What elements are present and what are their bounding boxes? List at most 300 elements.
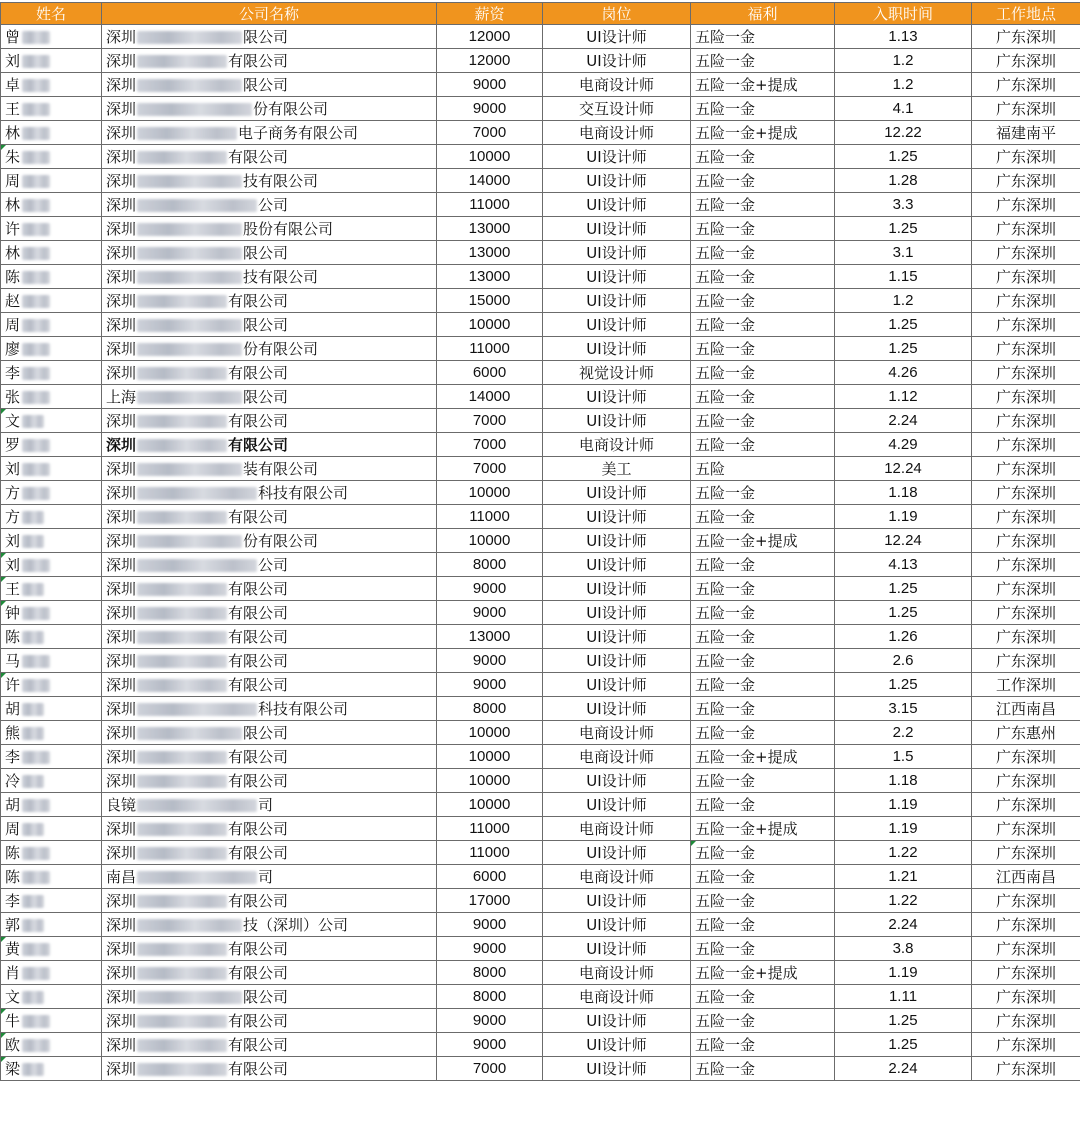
- cell-start-date[interactable]: 1.2: [835, 73, 972, 97]
- cell-salary[interactable]: 9000: [437, 73, 543, 97]
- cell-start-date[interactable]: 1.12: [835, 385, 972, 409]
- cell-location[interactable]: 广东深圳: [972, 817, 1080, 841]
- cell-start-date[interactable]: 1.22: [835, 841, 972, 865]
- cell-benefit[interactable]: 五险一金: [691, 601, 835, 625]
- cell-position[interactable]: UI设计师: [543, 241, 691, 265]
- cell-benefit[interactable]: 五险一金: [691, 793, 835, 817]
- cell-name[interactable]: [1, 505, 102, 529]
- cell-name[interactable]: [1, 721, 102, 745]
- cell-name[interactable]: [1, 241, 102, 265]
- cell-benefit[interactable]: 五险一金: [691, 913, 835, 937]
- cell-company[interactable]: [102, 313, 437, 337]
- cell-start-date[interactable]: 1.26: [835, 625, 972, 649]
- cell-benefit[interactable]: 五险一金: [691, 985, 835, 1009]
- cell-name[interactable]: [1, 745, 102, 769]
- cell-company[interactable]: [102, 769, 437, 793]
- cell-salary[interactable]: 11000: [437, 193, 543, 217]
- cell-company[interactable]: [102, 817, 437, 841]
- cell-benefit[interactable]: 五险一金: [691, 769, 835, 793]
- cell-start-date[interactable]: 1.2: [835, 289, 972, 313]
- cell-benefit[interactable]: 五险一金+提成: [691, 73, 835, 97]
- cell-salary[interactable]: 9000: [437, 577, 543, 601]
- cell-company[interactable]: [102, 145, 437, 169]
- cell-salary[interactable]: 10000: [437, 481, 543, 505]
- cell-company[interactable]: [102, 169, 437, 193]
- cell-benefit[interactable]: 五险一金: [691, 385, 835, 409]
- cell-benefit[interactable]: 五险一金: [691, 1033, 835, 1057]
- cell-position[interactable]: UI设计师: [543, 937, 691, 961]
- cell-start-date[interactable]: 1.19: [835, 505, 972, 529]
- cell-position[interactable]: UI设计师: [543, 145, 691, 169]
- cell-name[interactable]: [1, 49, 102, 73]
- cell-name[interactable]: [1, 361, 102, 385]
- cell-salary[interactable]: 9000: [437, 1009, 543, 1033]
- cell-position[interactable]: UI设计师: [543, 505, 691, 529]
- cell-salary[interactable]: 7000: [437, 433, 543, 457]
- cell-position[interactable]: UI设计师: [543, 49, 691, 73]
- cell-benefit[interactable]: 五险一金: [691, 193, 835, 217]
- cell-location[interactable]: 广东深圳: [972, 145, 1080, 169]
- cell-position[interactable]: 电商设计师: [543, 73, 691, 97]
- cell-company[interactable]: [102, 1009, 437, 1033]
- cell-name[interactable]: [1, 73, 102, 97]
- cell-salary[interactable]: 10000: [437, 769, 543, 793]
- cell-start-date[interactable]: 3.8: [835, 937, 972, 961]
- cell-salary[interactable]: 8000: [437, 985, 543, 1009]
- cell-company[interactable]: [102, 361, 437, 385]
- cell-location[interactable]: 福建南平: [972, 121, 1080, 145]
- cell-position[interactable]: UI设计师: [543, 625, 691, 649]
- cell-position[interactable]: UI设计师: [543, 337, 691, 361]
- cell-benefit[interactable]: 五险一金: [691, 25, 835, 49]
- cell-start-date[interactable]: 2.24: [835, 1057, 972, 1081]
- cell-salary[interactable]: 11000: [437, 337, 543, 361]
- cell-position[interactable]: 交互设计师: [543, 97, 691, 121]
- cell-benefit[interactable]: 五险一金: [691, 865, 835, 889]
- cell-benefit[interactable]: 五险一金: [691, 169, 835, 193]
- cell-location[interactable]: 广东深圳: [972, 313, 1080, 337]
- cell-location[interactable]: 广东深圳: [972, 577, 1080, 601]
- cell-name[interactable]: [1, 289, 102, 313]
- cell-company[interactable]: [102, 505, 437, 529]
- cell-location[interactable]: 广东深圳: [972, 745, 1080, 769]
- cell-start-date[interactable]: 12.22: [835, 121, 972, 145]
- cell-position[interactable]: 电商设计师: [543, 433, 691, 457]
- cell-benefit[interactable]: 五险一金: [691, 625, 835, 649]
- cell-location[interactable]: 广东深圳: [972, 985, 1080, 1009]
- cell-salary[interactable]: 10000: [437, 529, 543, 553]
- cell-position[interactable]: UI设计师: [543, 193, 691, 217]
- header-company[interactable]: 公司名称: [102, 3, 437, 25]
- cell-benefit[interactable]: 五险一金: [691, 145, 835, 169]
- cell-name[interactable]: [1, 865, 102, 889]
- cell-position[interactable]: UI设计师: [543, 769, 691, 793]
- cell-position[interactable]: 美工: [543, 457, 691, 481]
- cell-salary[interactable]: 7000: [437, 1057, 543, 1081]
- cell-position[interactable]: 电商设计师: [543, 121, 691, 145]
- cell-name[interactable]: [1, 913, 102, 937]
- cell-salary[interactable]: 10000: [437, 793, 543, 817]
- cell-location[interactable]: 广东深圳: [972, 841, 1080, 865]
- cell-start-date[interactable]: 3.3: [835, 193, 972, 217]
- cell-position[interactable]: UI设计师: [543, 25, 691, 49]
- cell-location[interactable]: 广东深圳: [972, 457, 1080, 481]
- cell-salary[interactable]: 7000: [437, 409, 543, 433]
- cell-benefit[interactable]: 五险一金+提成: [691, 529, 835, 553]
- cell-company[interactable]: [102, 409, 437, 433]
- cell-salary[interactable]: 8000: [437, 961, 543, 985]
- cell-salary[interactable]: 14000: [437, 169, 543, 193]
- header-salary[interactable]: 薪资: [437, 3, 543, 25]
- cell-name[interactable]: [1, 457, 102, 481]
- cell-start-date[interactable]: 12.24: [835, 457, 972, 481]
- cell-position[interactable]: UI设计师: [543, 577, 691, 601]
- cell-location[interactable]: 广东深圳: [972, 169, 1080, 193]
- cell-position[interactable]: UI设计师: [543, 673, 691, 697]
- cell-location[interactable]: 广东深圳: [972, 217, 1080, 241]
- cell-start-date[interactable]: 1.25: [835, 337, 972, 361]
- cell-location[interactable]: 广东深圳: [972, 793, 1080, 817]
- cell-name[interactable]: [1, 433, 102, 457]
- cell-start-date[interactable]: 1.25: [835, 673, 972, 697]
- cell-salary[interactable]: 12000: [437, 49, 543, 73]
- cell-salary[interactable]: 10000: [437, 145, 543, 169]
- cell-name[interactable]: [1, 889, 102, 913]
- cell-name[interactable]: [1, 577, 102, 601]
- cell-benefit[interactable]: 五险一金+提成: [691, 817, 835, 841]
- cell-location[interactable]: 广东深圳: [972, 1057, 1080, 1081]
- cell-position[interactable]: 电商设计师: [543, 865, 691, 889]
- cell-benefit[interactable]: 五险一金+提成: [691, 121, 835, 145]
- cell-location[interactable]: 广东深圳: [972, 337, 1080, 361]
- cell-position[interactable]: UI设计师: [543, 385, 691, 409]
- cell-company[interactable]: [102, 553, 437, 577]
- cell-name[interactable]: [1, 769, 102, 793]
- cell-company[interactable]: [102, 889, 437, 913]
- cell-benefit[interactable]: 五险一金: [691, 361, 835, 385]
- cell-benefit[interactable]: 五险一金: [691, 313, 835, 337]
- cell-name[interactable]: [1, 937, 102, 961]
- cell-name[interactable]: [1, 817, 102, 841]
- cell-start-date[interactable]: 1.25: [835, 313, 972, 337]
- cell-benefit[interactable]: 五险一金: [691, 481, 835, 505]
- cell-location[interactable]: 广东深圳: [972, 73, 1080, 97]
- cell-start-date[interactable]: 1.18: [835, 481, 972, 505]
- cell-benefit[interactable]: 五险一金: [691, 217, 835, 241]
- cell-company[interactable]: [102, 745, 437, 769]
- cell-salary[interactable]: 8000: [437, 697, 543, 721]
- cell-name[interactable]: [1, 625, 102, 649]
- cell-company[interactable]: [102, 985, 437, 1009]
- cell-company[interactable]: [102, 937, 437, 961]
- cell-start-date[interactable]: 1.25: [835, 577, 972, 601]
- cell-salary[interactable]: 9000: [437, 649, 543, 673]
- cell-benefit[interactable]: 五险一金: [691, 97, 835, 121]
- cell-position[interactable]: 视觉设计师: [543, 361, 691, 385]
- cell-start-date[interactable]: 4.26: [835, 361, 972, 385]
- cell-salary[interactable]: 9000: [437, 97, 543, 121]
- cell-location[interactable]: 广东深圳: [972, 409, 1080, 433]
- cell-benefit[interactable]: 五险一金: [691, 937, 835, 961]
- cell-salary[interactable]: 9000: [437, 1033, 543, 1057]
- cell-salary[interactable]: 9000: [437, 913, 543, 937]
- cell-start-date[interactable]: 2.24: [835, 409, 972, 433]
- cell-company[interactable]: [102, 241, 437, 265]
- cell-position[interactable]: UI设计师: [543, 889, 691, 913]
- cell-salary[interactable]: 13000: [437, 625, 543, 649]
- cell-salary[interactable]: 17000: [437, 889, 543, 913]
- cell-benefit[interactable]: 五险一金: [691, 433, 835, 457]
- cell-position[interactable]: UI设计师: [543, 1057, 691, 1081]
- cell-location[interactable]: 广东深圳: [972, 505, 1080, 529]
- cell-location[interactable]: 广东深圳: [972, 625, 1080, 649]
- cell-company[interactable]: [102, 625, 437, 649]
- cell-salary[interactable]: 10000: [437, 721, 543, 745]
- cell-start-date[interactable]: 1.22: [835, 889, 972, 913]
- cell-location[interactable]: 广东深圳: [972, 193, 1080, 217]
- cell-location[interactable]: 广东深圳: [972, 25, 1080, 49]
- cell-location[interactable]: 广东深圳: [972, 913, 1080, 937]
- cell-name[interactable]: [1, 1057, 102, 1081]
- cell-company[interactable]: [102, 721, 437, 745]
- cell-start-date[interactable]: 12.24: [835, 529, 972, 553]
- cell-benefit[interactable]: 五险: [691, 457, 835, 481]
- cell-name[interactable]: [1, 121, 102, 145]
- cell-location[interactable]: 广东深圳: [972, 97, 1080, 121]
- cell-benefit[interactable]: 五险一金: [691, 721, 835, 745]
- cell-start-date[interactable]: 3.1: [835, 241, 972, 265]
- cell-position[interactable]: UI设计师: [543, 697, 691, 721]
- cell-position[interactable]: UI设计师: [543, 481, 691, 505]
- cell-start-date[interactable]: 4.13: [835, 553, 972, 577]
- cell-name[interactable]: [1, 1009, 102, 1033]
- cell-company[interactable]: [102, 25, 437, 49]
- cell-location[interactable]: 广东深圳: [972, 481, 1080, 505]
- header-benefit[interactable]: 福利: [691, 3, 835, 25]
- cell-location[interactable]: 广东惠州: [972, 721, 1080, 745]
- cell-name[interactable]: [1, 385, 102, 409]
- cell-start-date[interactable]: 2.24: [835, 913, 972, 937]
- cell-benefit[interactable]: 五险一金+提成: [691, 961, 835, 985]
- cell-company[interactable]: [102, 1033, 437, 1057]
- cell-company[interactable]: [102, 49, 437, 73]
- cell-position[interactable]: UI设计师: [543, 1033, 691, 1057]
- header-start-date[interactable]: 入职时间: [835, 3, 972, 25]
- cell-position[interactable]: UI设计师: [543, 553, 691, 577]
- cell-salary[interactable]: 9000: [437, 673, 543, 697]
- cell-location[interactable]: 江西南昌: [972, 697, 1080, 721]
- cell-name[interactable]: [1, 409, 102, 433]
- cell-location[interactable]: 广东深圳: [972, 889, 1080, 913]
- cell-benefit[interactable]: 五险一金: [691, 889, 835, 913]
- cell-name[interactable]: [1, 697, 102, 721]
- cell-benefit[interactable]: 五险一金: [691, 577, 835, 601]
- cell-company[interactable]: [102, 793, 437, 817]
- cell-company[interactable]: [102, 433, 437, 457]
- cell-name[interactable]: [1, 265, 102, 289]
- cell-start-date[interactable]: 1.13: [835, 25, 972, 49]
- cell-salary[interactable]: 8000: [437, 553, 543, 577]
- cell-position[interactable]: UI设计师: [543, 913, 691, 937]
- cell-salary[interactable]: 11000: [437, 817, 543, 841]
- cell-name[interactable]: [1, 25, 102, 49]
- cell-company[interactable]: [102, 457, 437, 481]
- cell-name[interactable]: [1, 793, 102, 817]
- cell-name[interactable]: [1, 985, 102, 1009]
- cell-company[interactable]: [102, 265, 437, 289]
- cell-salary[interactable]: 10000: [437, 745, 543, 769]
- cell-salary[interactable]: 14000: [437, 385, 543, 409]
- cell-company[interactable]: [102, 841, 437, 865]
- cell-position[interactable]: UI设计师: [543, 649, 691, 673]
- cell-company[interactable]: [102, 73, 437, 97]
- cell-name[interactable]: [1, 649, 102, 673]
- cell-start-date[interactable]: 1.21: [835, 865, 972, 889]
- cell-start-date[interactable]: 4.1: [835, 97, 972, 121]
- cell-start-date[interactable]: 1.11: [835, 985, 972, 1009]
- cell-name[interactable]: [1, 169, 102, 193]
- cell-position[interactable]: UI设计师: [543, 841, 691, 865]
- cell-salary[interactable]: 11000: [437, 841, 543, 865]
- cell-company[interactable]: [102, 649, 437, 673]
- cell-start-date[interactable]: 1.19: [835, 961, 972, 985]
- cell-company[interactable]: [102, 121, 437, 145]
- cell-company[interactable]: [102, 217, 437, 241]
- cell-name[interactable]: [1, 529, 102, 553]
- cell-benefit[interactable]: 五险一金: [691, 697, 835, 721]
- cell-salary[interactable]: 13000: [437, 265, 543, 289]
- cell-start-date[interactable]: 1.25: [835, 1033, 972, 1057]
- cell-benefit[interactable]: 五险一金: [691, 1057, 835, 1081]
- cell-start-date[interactable]: 1.25: [835, 145, 972, 169]
- cell-salary[interactable]: 10000: [437, 313, 543, 337]
- cell-name[interactable]: [1, 217, 102, 241]
- cell-location[interactable]: 广东深圳: [972, 1033, 1080, 1057]
- cell-start-date[interactable]: 1.25: [835, 1009, 972, 1033]
- cell-position[interactable]: UI设计师: [543, 217, 691, 241]
- cell-salary[interactable]: 12000: [437, 25, 543, 49]
- cell-benefit[interactable]: 五险一金+提成: [691, 745, 835, 769]
- cell-salary[interactable]: 9000: [437, 937, 543, 961]
- cell-start-date[interactable]: 2.6: [835, 649, 972, 673]
- cell-position[interactable]: UI设计师: [543, 313, 691, 337]
- cell-location[interactable]: 广东深圳: [972, 49, 1080, 73]
- cell-company[interactable]: [102, 601, 437, 625]
- cell-company[interactable]: [102, 1057, 437, 1081]
- cell-location[interactable]: 广东深圳: [972, 385, 1080, 409]
- cell-location[interactable]: 广东深圳: [972, 961, 1080, 985]
- cell-benefit[interactable]: 五险一金: [691, 553, 835, 577]
- cell-location[interactable]: 广东深圳: [972, 265, 1080, 289]
- cell-location[interactable]: 广东深圳: [972, 937, 1080, 961]
- cell-benefit[interactable]: 五险一金: [691, 49, 835, 73]
- cell-start-date[interactable]: 1.15: [835, 265, 972, 289]
- cell-salary[interactable]: 7000: [437, 121, 543, 145]
- cell-position[interactable]: UI设计师: [543, 289, 691, 313]
- cell-benefit[interactable]: 五险一金: [691, 337, 835, 361]
- cell-start-date[interactable]: 1.25: [835, 601, 972, 625]
- cell-start-date[interactable]: 1.19: [835, 817, 972, 841]
- cell-benefit[interactable]: 五险一金: [691, 409, 835, 433]
- cell-company[interactable]: [102, 961, 437, 985]
- cell-position[interactable]: 电商设计师: [543, 745, 691, 769]
- cell-benefit[interactable]: 五险一金: [691, 289, 835, 313]
- cell-company[interactable]: [102, 97, 437, 121]
- cell-name[interactable]: [1, 313, 102, 337]
- cell-name[interactable]: [1, 145, 102, 169]
- cell-salary[interactable]: 7000: [437, 457, 543, 481]
- cell-name[interactable]: [1, 97, 102, 121]
- cell-start-date[interactable]: 1.28: [835, 169, 972, 193]
- cell-position[interactable]: 电商设计师: [543, 721, 691, 745]
- cell-company[interactable]: [102, 865, 437, 889]
- cell-company[interactable]: [102, 385, 437, 409]
- cell-location[interactable]: 广东深圳: [972, 553, 1080, 577]
- cell-company[interactable]: [102, 481, 437, 505]
- cell-name[interactable]: [1, 841, 102, 865]
- cell-company[interactable]: [102, 337, 437, 361]
- cell-location[interactable]: 广东深圳: [972, 289, 1080, 313]
- cell-start-date[interactable]: 2.2: [835, 721, 972, 745]
- cell-salary[interactable]: 11000: [437, 505, 543, 529]
- cell-location[interactable]: 广东深圳: [972, 769, 1080, 793]
- header-name[interactable]: 姓名: [1, 3, 102, 25]
- cell-name[interactable]: [1, 961, 102, 985]
- cell-position[interactable]: UI设计师: [543, 169, 691, 193]
- cell-company[interactable]: [102, 673, 437, 697]
- cell-salary[interactable]: 15000: [437, 289, 543, 313]
- cell-position[interactable]: 电商设计师: [543, 985, 691, 1009]
- cell-salary[interactable]: 13000: [437, 241, 543, 265]
- cell-salary[interactable]: 9000: [437, 601, 543, 625]
- cell-position[interactable]: 电商设计师: [543, 817, 691, 841]
- cell-company[interactable]: [102, 913, 437, 937]
- header-location[interactable]: 工作地点: [972, 3, 1080, 25]
- cell-start-date[interactable]: 1.2: [835, 49, 972, 73]
- cell-name[interactable]: [1, 601, 102, 625]
- cell-start-date[interactable]: 1.19: [835, 793, 972, 817]
- cell-location[interactable]: 广东深圳: [972, 601, 1080, 625]
- cell-position[interactable]: 电商设计师: [543, 961, 691, 985]
- cell-location[interactable]: 广东深圳: [972, 361, 1080, 385]
- cell-position[interactable]: UI设计师: [543, 409, 691, 433]
- cell-location[interactable]: 广东深圳: [972, 241, 1080, 265]
- cell-location[interactable]: 广东深圳: [972, 529, 1080, 553]
- cell-name[interactable]: [1, 553, 102, 577]
- cell-name[interactable]: [1, 1033, 102, 1057]
- cell-position[interactable]: UI设计师: [543, 1009, 691, 1033]
- cell-location[interactable]: 广东深圳: [972, 649, 1080, 673]
- cell-location[interactable]: 工作深圳: [972, 673, 1080, 697]
- cell-location[interactable]: 广东深圳: [972, 1009, 1080, 1033]
- cell-name[interactable]: [1, 193, 102, 217]
- cell-location[interactable]: 广东深圳: [972, 433, 1080, 457]
- cell-location[interactable]: 江西南昌: [972, 865, 1080, 889]
- cell-start-date[interactable]: 3.15: [835, 697, 972, 721]
- cell-benefit[interactable]: 五险一金: [691, 241, 835, 265]
- cell-name[interactable]: [1, 481, 102, 505]
- cell-salary[interactable]: 6000: [437, 865, 543, 889]
- cell-salary[interactable]: 6000: [437, 361, 543, 385]
- cell-salary[interactable]: 13000: [437, 217, 543, 241]
- cell-company[interactable]: [102, 529, 437, 553]
- header-position[interactable]: 岗位: [543, 3, 691, 25]
- cell-start-date[interactable]: 1.25: [835, 217, 972, 241]
- cell-company[interactable]: [102, 697, 437, 721]
- cell-position[interactable]: UI设计师: [543, 265, 691, 289]
- cell-benefit[interactable]: 五险一金: [691, 673, 835, 697]
- cell-start-date[interactable]: 4.29: [835, 433, 972, 457]
